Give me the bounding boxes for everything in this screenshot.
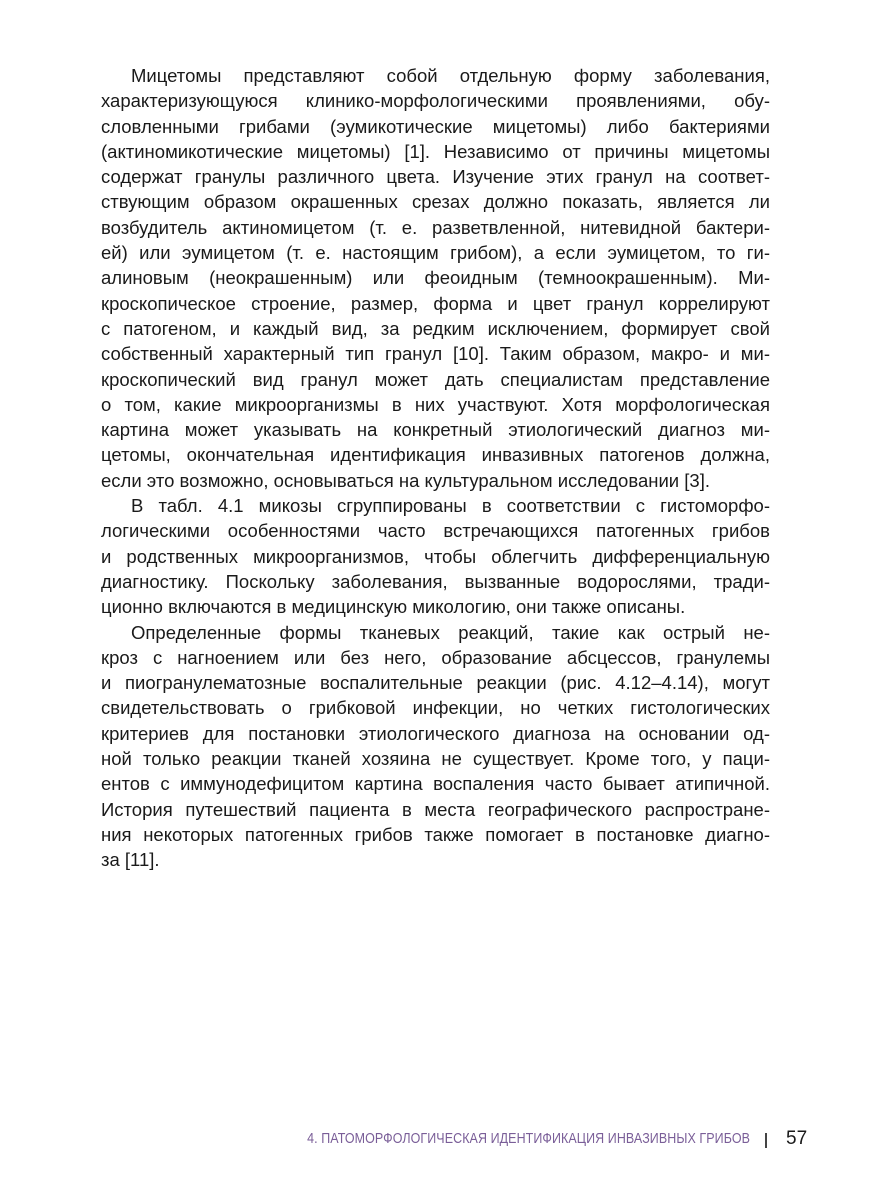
page-body <box>101 63 770 873</box>
text-line: История путешествий пациента в места географического распростране- <box>101 798 770 820</box>
text-line: возбудитель актиномицетом (т. е. разветвленной, нитевидной бактери- <box>101 216 770 238</box>
paragraph-tissue-reactions <box>101 620 770 873</box>
paragraph-table-reference <box>101 493 770 619</box>
text-line: и пиогранулематозные воспалительные реакции (рис. 4.12–4.14), могут <box>101 672 770 694</box>
text-line: кроз с нагноением или без него, образование абсцессов, гранулемы <box>101 646 770 668</box>
text-line: ния некоторых патогенных грибов также помогает в постановке диагно- <box>101 823 770 845</box>
text-line: критериев для постановки этиологического диагноза на основании од- <box>101 722 770 744</box>
text-line: ей) или эумицетом (т. е. настоящим грибом), а если эумицетом, то ги- <box>101 242 770 264</box>
text-line: ной только реакции тканей хозяина не существует. Кроме того, у паци- <box>101 748 770 770</box>
text-line: если это возможно, основываться на культуральном исследовании [3]. <box>101 469 710 491</box>
text-line: цетомы, окончательная идентификация инвазивных патогенов должна, <box>101 444 770 466</box>
text-line: Мицетомы представляют собой отдельную форму заболевания, <box>131 65 770 86</box>
text-line: ствующим образом окрашенных срезах должно показать, является ли <box>101 191 770 213</box>
text-line: словленными грибами (эумикотические мицетомы) либо бактериями <box>101 115 770 137</box>
text-line: за [11]. <box>101 849 160 871</box>
text-line: Определенные формы тканевых реакций, такие как острый не- <box>131 621 770 643</box>
text-line: с патогеном, и каждый вид, за редким исключением, формирует свой <box>101 317 770 339</box>
text-line: собственный характерный тип гранул [10]. Таким образом, макро- и ми- <box>101 343 770 365</box>
paragraph-mycetoma <box>101 63 770 493</box>
text-line: диагностику. Поскольку заболевания, вызванные водорослями, тради- <box>101 570 770 592</box>
text-line: о том, какие микроорганизмы в них участвуют. Хотя морфологическая <box>101 393 770 415</box>
text-line: ентов с иммунодефицитом картина воспаления часто бывает атипичной. <box>101 773 770 795</box>
text-line: алиновым (неокрашенным) или феоидным (темноокрашенным). Ми- <box>101 267 770 289</box>
text-line: ционно включаются в медицинскую микологию, они также описаны. <box>101 596 686 618</box>
text-line: и родственных микроорганизмов, чтобы облегчить дифференциальную <box>101 545 770 567</box>
text-line: свидетельствовать о грибковой инфекции, но четких гистологических <box>101 697 770 719</box>
text-line: В табл. 4.1 микозы сгруппированы в соответствии с гистоморфо- <box>131 495 770 517</box>
footer-divider <box>765 1133 767 1148</box>
page-footer <box>0 1128 880 1156</box>
text-line: характеризующуюся клинико-морфологическими проявлениями, обу- <box>101 90 770 112</box>
text-line: кроскопический вид гранул может дать специалистам представление <box>101 368 770 390</box>
running-head: 4. ПАТОМОРФОЛОГИЧЕСКАЯ ИДЕНТИФИКАЦИЯ ИНВАЗИВНЫХ ГРИБОВ <box>307 1131 750 1147</box>
text-line: содержат гранулы различного цвета. Изучение этих гранул на соответ- <box>101 166 770 188</box>
text-line: кроскопическое строение, размер, форма и цвет гранул коррелируют <box>101 292 770 314</box>
page-number: 57 <box>786 1128 808 1149</box>
text-line: (актиномикотические мицетомы) [1]. Независимо от причины мицетомы <box>101 140 770 162</box>
text-line: логическими особенностями часто встречающихся патогенных грибов <box>101 520 770 542</box>
text-line: картина может указывать на конкретный этиологический диагноз ми- <box>101 419 770 441</box>
